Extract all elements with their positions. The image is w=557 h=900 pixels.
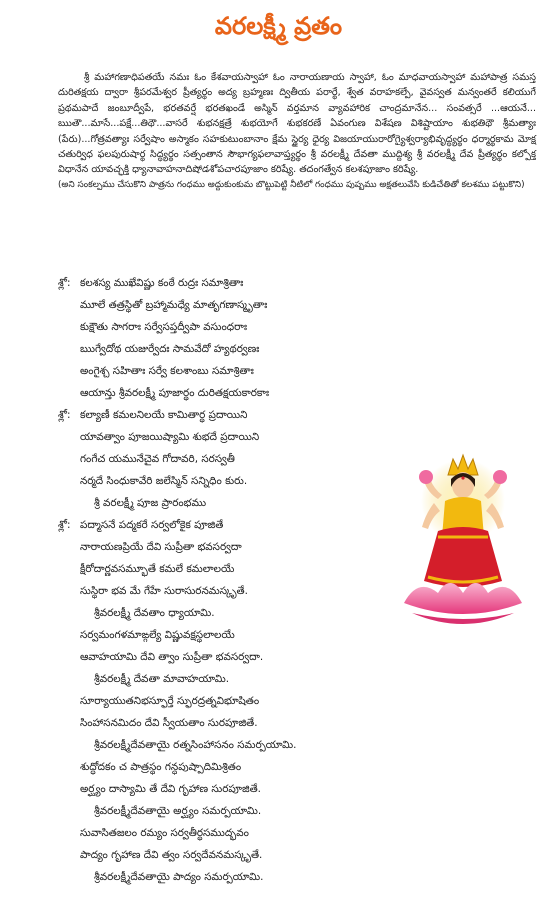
verse-line [58,844,388,866]
verse-line [58,690,388,712]
verse-text: శుద్ధోదకం చ పాత్రస్థం గన్ధపుష్పాదిమిశ్రితం [80,761,242,773]
verse-text: సింహాసనమిదం దేవి స్వీయతాం సురపూజితే. [80,717,258,729]
verse-line [58,822,388,844]
verse-line [58,448,388,470]
verse-line [58,712,388,734]
verse-line [58,624,388,646]
verse-text: శ్రీవరలక్ష్మీ దేవతాం ధ్యాయామి. [94,607,215,619]
verse-text: అర్ఘ్యం దాస్యామి తే దేవి గృహాణ సురపూజితే. [80,783,261,795]
verse-text: పాద్యం గృహాణ దేవి త్వం సర్వదేవనమస్కృతే. [80,849,263,861]
verse-line [58,668,388,690]
sankalpam-paragraph: శ్రీ మహాగణాధిపతయే నమః ఓం కేశవాయస్వాహా ఓం నారాయణాయ స్వాహా, ఓం మాధవాయస్వాహా మహాపాత్ర సమస్త దురితక్షయ ద్వారా శ్రీపరమేశ్వర ప్రీత్యర్థం అద్య బ్రహ్మణః ద్వితీయ పరార్థే, శ్వేత వరాహకల్పే, వైవస్వత మన్వంతరే కలియుగే ప్రథమపాదే జంబూద్వీపే, భరతవర్షే భరతఖండే అస్మిన్ వర్తమాన వ్యావహారిక చాంద్రమానేన... సంవత్సరే ...ఆయనే... ఋతౌ...మాసే...పక్షే...తిథౌ...వాసరే శుభనక్షత్రే శుభయోగే శుభకరణే ఏవంగుణ విశేషణ విశిష్టాయాం శుభతిథౌ శ్రీమత్యాః (పేరు)...గోత్రవత్యాః సర్వేషాం అస్మాకం సహకుటుంబానాం క్షేమ స్థైర్య ధైర్య విజయాయురారోగ్యైశ్వర్యాభివృద్ధ్యర్థం ధర్మార్థకామ మోక్ష చతుర్విధ ఫలపురుషార్థ సిద్ధ్యర్థం సత్సంతాన సౌభాగ్యఫలావాప్త్యర్థం శ్రీ వరలక్ష్మీ దేవతా ముద్దిశ్య శ్రీ వరలక్ష్మీ దేవ ప్రీత్యర్థం కల్పోక్త విధానేన యావచ్ఛక్తి ధ్యానావాహనాదిషోడశోపచారపూజాం కరిష్యే. తదంగత్వేన కలశపూజాం కరిష్యే. [58,72,536,176]
verse-text: ఋగ్వేదోథ యజుర్వేదః సామవేదో హ్యథర్వణః [80,343,260,355]
page-title: వరలక్ష్మీ వ్రతం [214,12,343,40]
verse-line [58,294,388,316]
verse-text: కుక్షౌతు సాగరాః సర్వేసప్తద్వీపా వసుంధరాః [80,321,248,333]
verse-text: నారాయణప్రియే దేవి సుప్రీతా భవసర్వదా [80,541,242,553]
verse-line [58,492,388,514]
verse-text: పద్మాసనే పద్మకరే సర్వలోకైక పూజితే [80,519,224,531]
verse-text: నర్మదే సింధుకావేరి జలేస్మిన్ సన్నిధిం కురు. [80,475,248,487]
verse-line [58,338,388,360]
verse-line [58,866,388,888]
verse-text: కల్యాణీ కమలనిలయే కామితార్థ ప్రదాయిని [80,409,248,421]
verse-line [58,558,388,580]
verse-text: కలశస్య ముఖేవిష్ణు కంఠే రుద్రః సమాశ్రితాః [80,277,244,289]
verse-line [58,470,388,492]
verse-text: సువాసితజలం రమ్యం సర్వతీర్థసముద్భవం [80,827,249,839]
lakshmi-icon [398,453,528,631]
verse-line [58,426,388,448]
verse-text: అంగైశ్చ సహితాః సర్వే కలశాంబు సమాశ్రితాః [80,365,254,377]
verse-text: సుస్థిరా భవ మే గేహే సురాసురనమస్కృతే. [80,585,248,597]
verse-text: శ్రీవరలక్ష్మీదేవతాయై రత్నసింహాసనం సమర్పయామి. [94,739,297,751]
sankalpam-note: (అని సంకల్పము చేసుకొని పాత్రను గంధము అద్దుకుంకుమ బొట్టుపెట్టి నీటిలో గంధము పుష్పము అక్షతలువేసి కుడిచేతితో కలశము పట్టుకొని) [58,179,525,190]
verse-line [58,404,388,426]
verse-text: క్షీరోదార్ణవసమ్భూతే కమలే కమలాలయే [80,563,235,575]
verse-text: మూలే తత్రస్థితో బ్రహ్మామధ్యే మాతృగణాస్మృతాః [80,299,268,311]
verse-line [58,382,388,404]
verse-list [58,272,388,888]
verse-line [58,514,388,536]
verse-line [58,756,388,778]
verse-line [58,602,388,624]
verse-text: గంగేచ యమునేచైవ గోదావరి, సరస్వతీ [80,453,235,465]
verse-line [58,272,388,294]
verse-line [58,734,388,756]
sloka-label: శ్లో: [58,409,71,421]
sloka-label: శ్లో: [58,519,71,531]
verse-line [58,646,388,668]
verse-line [58,360,388,382]
verse-text: శ్రీవరలక్ష్మీదేవతాయై పాద్యం సమర్పయామి. [94,871,264,883]
verse-text: సర్వమంగళమాఙ్గల్యే విష్ణువక్షస్థలాలయే [80,629,235,641]
verse-text: శ్రీ వరలక్ష్మీ పూజ ప్రారంభము [94,497,207,509]
verse-line [58,778,388,800]
sloka-label: శ్లో: [58,277,71,289]
verse-text: శ్రీవరలక్ష్మీదేవతాయై అర్ఘ్యం సమర్పయామి. [94,805,262,817]
verse-text: సూర్యాయుతనిభస్ఫూర్తే స్ఫురద్రత్నవిభూషితం [80,695,260,707]
verse-line [58,536,388,558]
verse-text: శ్రీవరలక్ష్మీ దేవతా మావాహయామి. [94,673,230,685]
verse-text: ఆవాహయామి దేవి త్వాం సుప్రీతా భవసర్వదా. [80,651,264,663]
verse-line [58,316,388,338]
verse-line [58,580,388,602]
sankalpam-prose [58,70,536,193]
verse-text: ఆయాన్తు శ్రీవరలక్ష్మీ పూజార్థం దురితక్షయకారకాః [80,387,270,399]
verse-line [58,800,388,822]
verse-text: యావత్వాం పూజయిష్యామి శుభదే ప్రదాయిని [80,431,260,443]
